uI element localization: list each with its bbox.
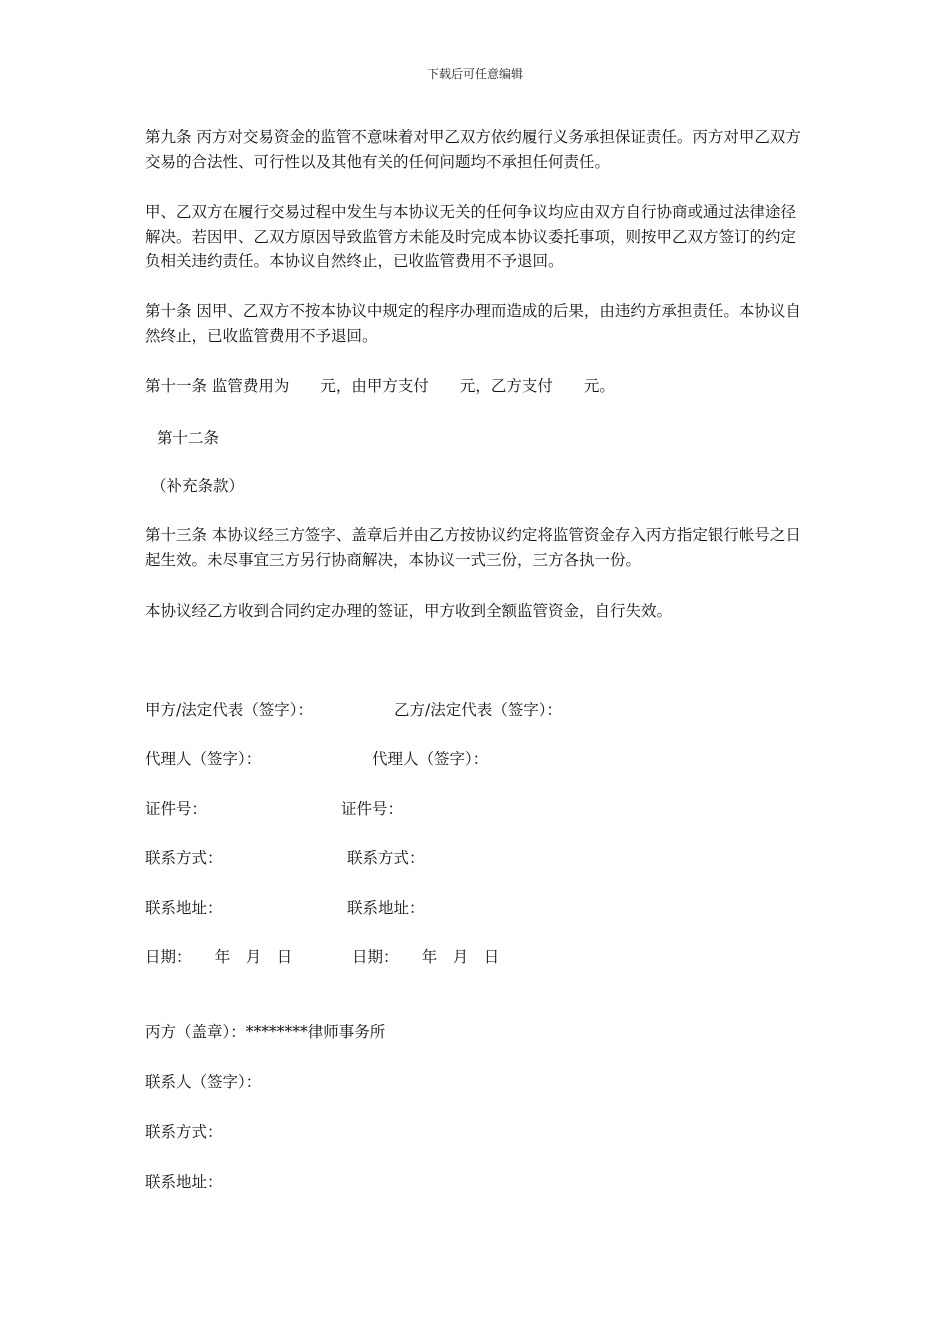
contact-b-label: 联系方式： [347, 849, 425, 867]
page-header: 下载后可任意编辑 [426, 67, 523, 81]
address-a-label: 联系地址： [145, 899, 223, 917]
party-a-rep-label: 甲方/法定代表（签字）： [145, 701, 313, 719]
id-a-label: 证件号： [145, 800, 208, 818]
article-9: 第九条 丙方对交易资金的监管不意味着对甲乙双方依约履行义务承担保证责任。丙方对甲乙双方交易的合法性、可行性以及其他有关的任何问题均不承担任何责任。 [145, 128, 801, 171]
article-10: 第十条 因甲、乙双方不按本协议中规定的程序办理而造成的后果，由违约方承担责任。本协议自然终止，已收监管费用不予退回。 [145, 302, 801, 345]
party-c-address: 联系地址： [145, 1173, 223, 1191]
supplement-clause: （补充条款） [151, 477, 245, 495]
id-b-label: 证件号： [341, 800, 404, 818]
party-b-rep-label: 乙方/法定代表（签字）： [394, 701, 562, 719]
date-a-label: 日期： 年 月 日 [145, 948, 293, 966]
dispute-clause: 甲、乙双方在履行交易过程中发生与本协议无关的任何争议均应由双方自行协商或通过法律途径解决。若因甲、乙双方原因导致监管方未能及时完成本协议委托事项，则按甲乙双方签订的约定负相关违约责任。本协议自然终止，已收监管费用不予退回。 [145, 203, 797, 270]
party-c-contact: 联系方式： [145, 1123, 223, 1141]
party-c-contact-person: 联系人（签字）： [145, 1073, 262, 1091]
article-13: 第十三条 本协议经三方签字、盖章后并由乙方按协议约定将监管资金存入丙方指定银行帐号之日起生效。未尽事宜三方另行协商解决，本协议一式三份，三方各执一份。 [145, 526, 801, 569]
contact-a-label: 联系方式： [145, 849, 223, 867]
date-b-label: 日期： 年 月 日 [352, 948, 500, 966]
agent-a-label: 代理人（签字）： [145, 750, 262, 768]
article-11: 第十一条 监管费用为 元，由甲方支付 元，乙方支付 元。 [145, 377, 615, 395]
article-12: 第十二条 [157, 429, 220, 447]
termination-clause: 本协议经乙方收到合同约定办理的签证，甲方收到全额监管资金，自行失效。 [145, 602, 673, 620]
address-b-label: 联系地址： [347, 899, 425, 917]
party-c-seal: 丙方（盖章）：********律师事务所 [145, 1023, 386, 1041]
agent-b-label: 代理人（签字）： [372, 750, 489, 768]
